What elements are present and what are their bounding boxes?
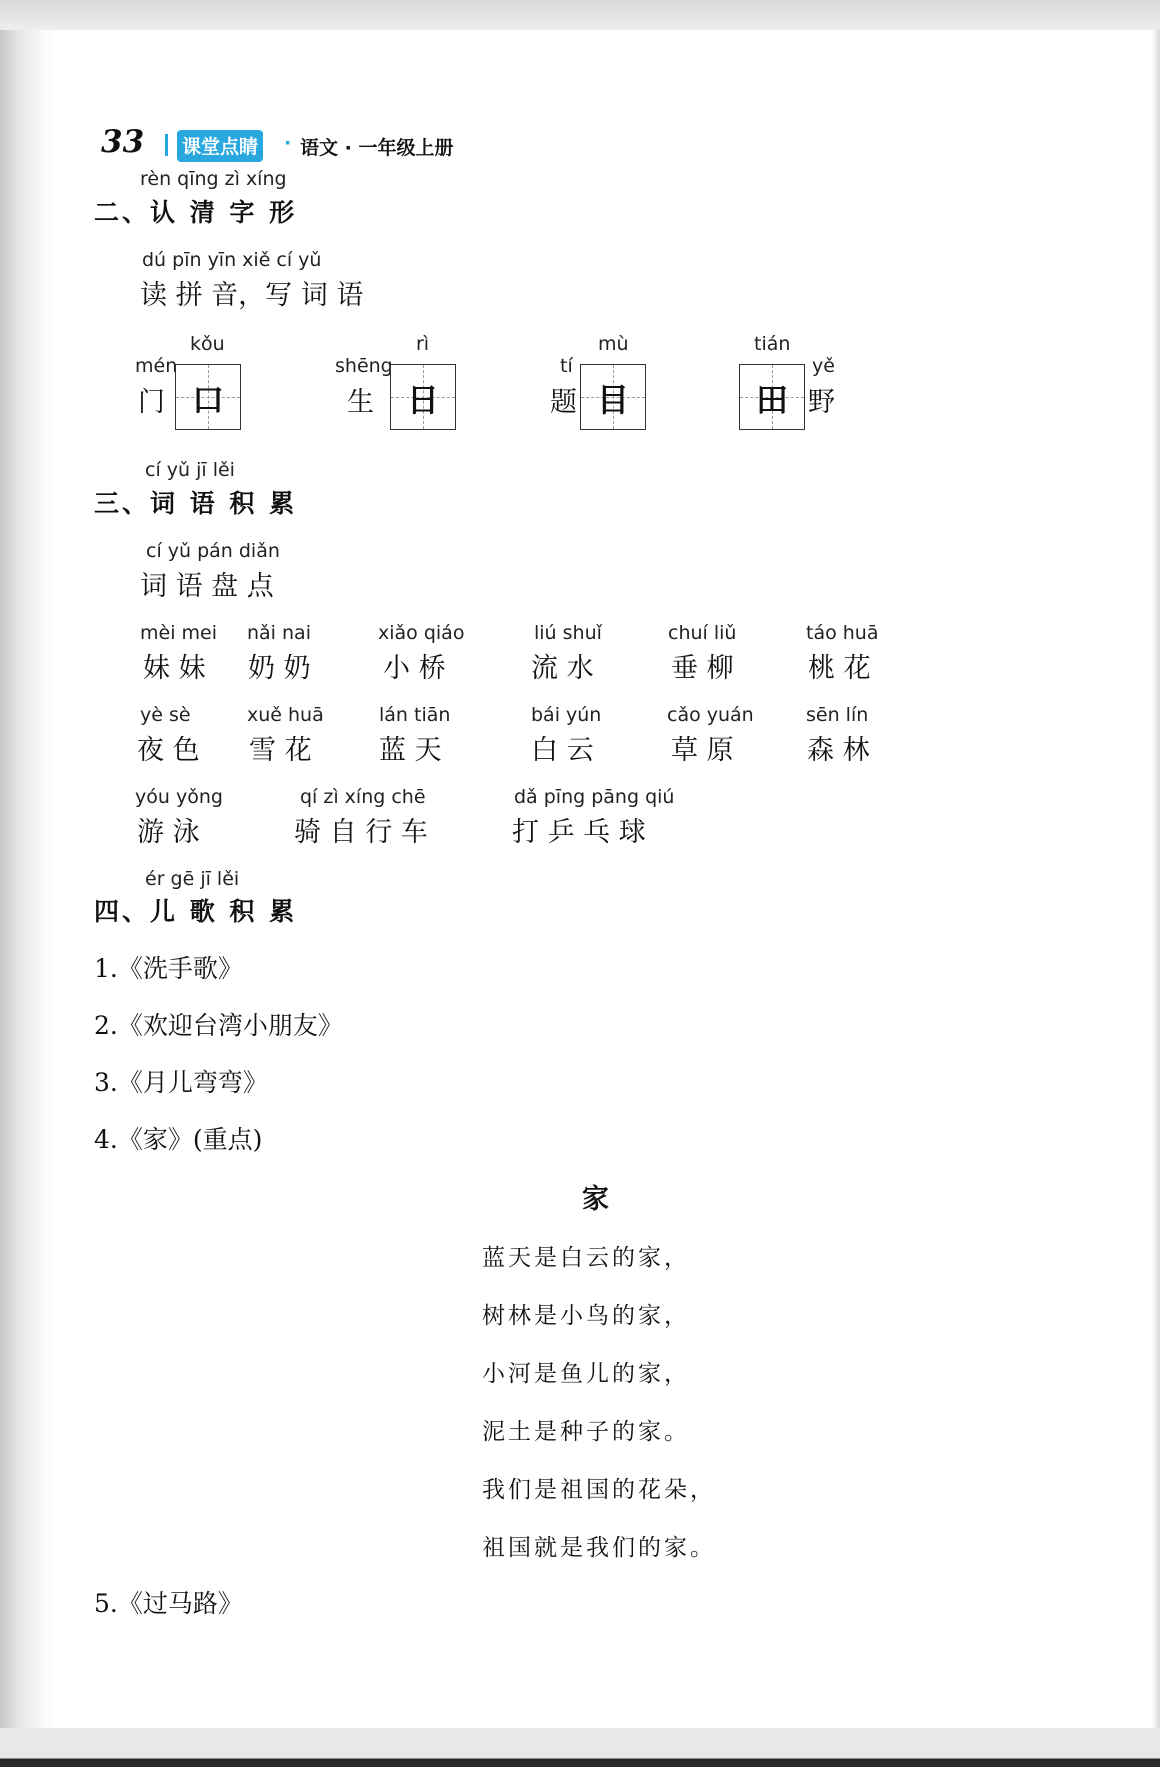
song-item: 4.《家》(重点) [94, 1125, 263, 1154]
vocab-pinyin: xuě huā [247, 704, 324, 726]
vocab-pinyin: liú shuǐ [534, 622, 602, 644]
item1-pre-pinyin: mén [135, 355, 178, 377]
vocab-word: 游 泳 [137, 817, 200, 848]
song-item: 3.《月儿弯弯》 [94, 1068, 268, 1097]
song-item: 2.《欢迎台湾小朋友》 [94, 1011, 343, 1040]
section4-heading: 四、儿 歌 积 累 [94, 897, 298, 926]
item4-writing-box [739, 364, 805, 430]
page-right-shadow [1152, 30, 1160, 1730]
section3-subheading: 词 语 盘 点 [140, 571, 274, 602]
series-badge: 课堂点睛 [177, 130, 263, 162]
item2-box-pinyin: rì [416, 333, 430, 355]
item1-box-char: 口 [191, 381, 224, 419]
vocab-word: 夜 色 [137, 735, 200, 766]
vocab-word: 小 桥 [383, 653, 446, 684]
section3-heading: 三、词 语 积 累 [94, 489, 298, 518]
page-left-shadow [0, 30, 55, 1730]
song-item: 1.《洗手歌》 [94, 954, 243, 983]
item2-writing-box [390, 364, 456, 430]
viewer-top-edge [0, 0, 1160, 30]
item1-box-pinyin: kǒu [190, 333, 225, 355]
item4-box-char: 田 [755, 381, 788, 419]
item3-box-char: 目 [596, 381, 629, 419]
page-number: 33 [101, 124, 145, 160]
item3-writing-box [580, 364, 646, 430]
poem-line: 蓝天是白云的家， [482, 1245, 690, 1271]
item2-pre-char: 生 [347, 387, 374, 418]
poem-line: 我们是祖国的花朵， [482, 1477, 716, 1503]
vocab-pinyin: dǎ pīng pāng qiú [514, 786, 675, 808]
vocab-pinyin: qí zì xíng chē [300, 786, 426, 808]
vocab-pinyin: nǎi nai [247, 622, 311, 644]
poem-line: 祖国就是我们的家。 [482, 1535, 716, 1561]
section3-heading-pinyin: cí yǔ jī lěi [145, 459, 235, 481]
vocab-pinyin: bái yún [531, 704, 602, 726]
item3-pre-char: 题 [550, 387, 577, 418]
poem-line: 小河是鱼儿的家， [482, 1361, 690, 1387]
item4-box-pinyin: tián [754, 333, 791, 355]
item4-post-pinyin: yě [812, 355, 835, 377]
vocab-word: 流 水 [531, 653, 594, 684]
vocab-pinyin: yè sè [140, 704, 191, 726]
vocab-pinyin: yóu yǒng [135, 786, 223, 808]
vocab-pinyin: xiǎo qiáo [378, 622, 465, 644]
vocab-word: 雪 花 [249, 735, 312, 766]
poem-line: 树林是小鸟的家， [482, 1303, 690, 1329]
vocab-word: 桃 花 [808, 653, 871, 684]
header-divider [165, 134, 168, 156]
vocab-word: 打 乒 乓 球 [512, 817, 646, 848]
section2-task: 读 拼 音，写 词 语 [140, 280, 364, 311]
section2-heading: 二、认 清 字 形 [94, 198, 298, 227]
vocab-pinyin: táo huā [806, 622, 879, 644]
vocab-word: 骑 自 行 车 [294, 817, 428, 848]
item3-pre-pinyin: tí [560, 355, 573, 377]
vocab-word: 垂 柳 [671, 653, 734, 684]
vocab-word: 草 原 [671, 735, 734, 766]
section2-task-pinyin: dú pīn yīn xiě cí yǔ [142, 249, 322, 271]
item2-box-char: 日 [406, 381, 439, 419]
item2-pre-pinyin: shēng [335, 355, 393, 377]
header-dot: · [284, 132, 292, 154]
poem-title: 家 [582, 1184, 609, 1215]
poem-line: 泥土是种子的家。 [482, 1419, 690, 1445]
viewer-bottom-edge [0, 1728, 1160, 1767]
vocab-word: 白 云 [531, 735, 594, 766]
vocab-pinyin: lán tiān [379, 704, 451, 726]
header-subject: 语文 · 一年级上册 [300, 137, 454, 159]
vocab-pinyin: chuí liǔ [668, 622, 737, 644]
item1-writing-box [175, 364, 241, 430]
vocab-word: 蓝 天 [379, 735, 442, 766]
vocab-pinyin: cǎo yuán [667, 704, 754, 726]
vocab-word: 妹 妹 [143, 653, 206, 684]
item4-post-char: 野 [808, 387, 835, 418]
vocab-word: 森 林 [807, 735, 870, 766]
vocab-pinyin: mèi mei [140, 622, 217, 644]
item1-pre-char: 门 [138, 387, 165, 418]
vocab-word: 奶 奶 [248, 653, 311, 684]
song-item: 5.《过马路》 [94, 1589, 243, 1618]
vocab-pinyin: sēn lín [806, 704, 869, 726]
section2-heading-pinyin: rèn qīng zì xíng [140, 168, 287, 190]
section3-sub-pinyin: cí yǔ pán diǎn [146, 540, 280, 562]
item3-box-pinyin: mù [598, 333, 629, 355]
section4-heading-pinyin: ér gē jī lěi [145, 868, 240, 890]
